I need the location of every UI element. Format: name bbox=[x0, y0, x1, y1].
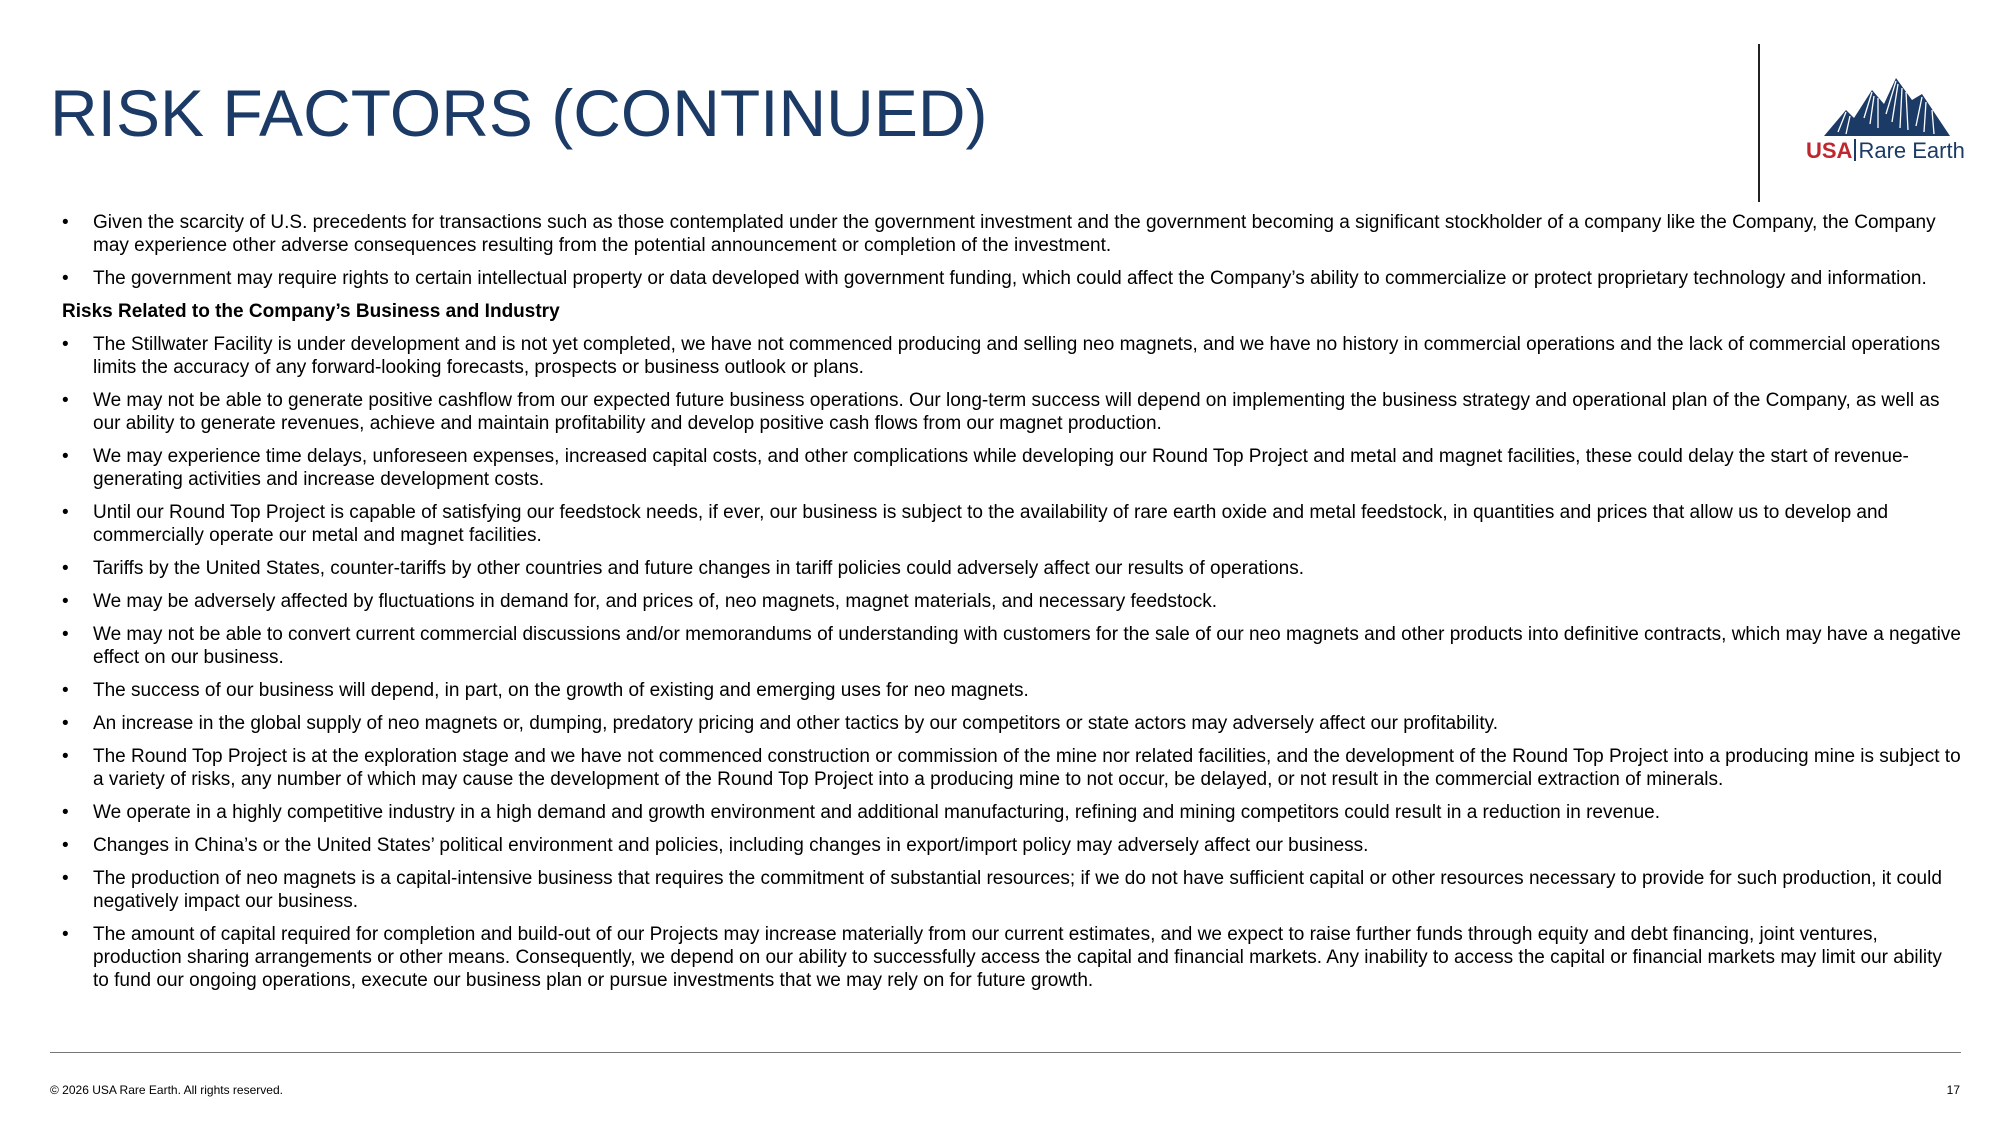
risk-item-text: The amount of capital required for completion and build-out of our Projects may increase materially from our current estimates, and we expect to raise further funds through equity and debt financing, joint ventures, production sharing arrangements or other means. Consequently, we depend on our ability to successfully access the capital and financial markets. Any inability to access the capital or financial markets may limit our ability to fund our ongoing operations, execute our business plan or pursue investments that we may rely on for future growth. bbox=[93, 924, 1942, 991]
bullet: • bbox=[62, 746, 69, 767]
page-number: 17 bbox=[1946, 1083, 1960, 1097]
bullet: • bbox=[62, 268, 69, 289]
logo-usa-text: USA bbox=[1806, 138, 1853, 163]
risk-item bbox=[62, 923, 1962, 992]
risk-item bbox=[62, 267, 1962, 290]
logo-rare-earth-text: Rare Earth bbox=[1858, 138, 1965, 163]
risk-item bbox=[62, 834, 1962, 857]
mountain-logo-icon bbox=[1824, 78, 1950, 136]
risk-item-text: Until our Round Top Project is capable of satisfying our feedstock needs, if ever, our business is subject to the availability of rare earth oxide and metal feedstock, in quantities and prices that allow us to develop and commercially operate our metal and magnet facilities. bbox=[93, 502, 1889, 546]
bullet: • bbox=[62, 446, 69, 467]
risk-item bbox=[62, 389, 1962, 435]
bullet: • bbox=[62, 390, 69, 411]
risk-item-text: The government may require rights to certain intellectual property or data developed with government funding, which could affect the Company’s ability to commercialize or protect proprietary technology and information. bbox=[93, 268, 1927, 289]
risk-item-text: We may not be able to generate positive cashflow from our expected future business operations. Our long-term success will depend on implementing the business strategy and operational plan of the Company, as well as our ability to generate revenues, achieve and maintain profitability and develop positive cash flows from our magnet production. bbox=[93, 390, 1940, 434]
risk-item bbox=[62, 590, 1962, 613]
bullet: • bbox=[62, 868, 69, 889]
bullet: • bbox=[62, 835, 69, 856]
risk-item bbox=[62, 745, 1962, 791]
risk-item-text: We may be adversely affected by fluctuations in demand for, and prices of, neo magnets, magnet materials, and necessary feedstock. bbox=[93, 591, 1218, 612]
bullet: • bbox=[62, 802, 69, 823]
bullet: • bbox=[62, 924, 69, 945]
risk-item-text: The success of our business will depend, in part, on the growth of existing and emerging uses for neo magnets. bbox=[93, 680, 1029, 701]
copyright-notice: © 2026 USA Rare Earth. All rights reserved. bbox=[50, 1083, 283, 1097]
bullet: • bbox=[62, 624, 69, 645]
risk-item bbox=[62, 557, 1962, 580]
risk-item bbox=[62, 211, 1962, 257]
bullet: • bbox=[62, 212, 69, 233]
company-logo bbox=[1806, 78, 1968, 168]
risk-item bbox=[62, 679, 1962, 702]
bullet: • bbox=[62, 334, 69, 355]
risk-item-text: We may not be able to convert current commercial discussions and/or memorandums of understanding with customers for the sale of our neo magnets and other products into definitive contracts, which may have a negative effect on our business. bbox=[93, 624, 1961, 668]
risk-item-text: The production of neo magnets is a capital-intensive business that requires the commitment of substantial resources; if we do not have sufficient capital or other resources necessary to provide for such production, it could negatively impact our business. bbox=[93, 868, 1942, 912]
risk-item-text: Given the scarcity of U.S. precedents for transactions such as those contemplated under the government investment and the government becoming a significant stockholder of a company like the Company, the Company may experience other adverse consequences resulting from the potential announcement or completion of the investment. bbox=[93, 212, 1936, 256]
bullet: • bbox=[62, 558, 69, 579]
risk-item bbox=[62, 712, 1962, 735]
bullet: • bbox=[62, 591, 69, 612]
risk-item-text: The Round Top Project is at the exploration stage and we have not commenced construction or commission of the mine nor related facilities, and the development of the Round Top Project into a producing mine is subject to a variety of risks, any number of which may cause the development of the Round Top Project into a producing mine to not occur, be delayed, or not result in the commercial extraction of minerals. bbox=[93, 746, 1961, 790]
risk-item-text: We may experience time delays, unforeseen expenses, increased capital costs, and other complications while developing our Round Top Project and metal and magnet facilities, these could delay the start of revenue-generating activities and increase development costs. bbox=[93, 446, 1909, 490]
risk-item bbox=[62, 501, 1962, 547]
risk-item bbox=[62, 445, 1962, 491]
section-heading: Risks Related to the Company’s Business and Industry bbox=[62, 301, 560, 322]
risk-item bbox=[62, 867, 1962, 913]
risk-item-text: We operate in a highly competitive industry in a high demand and growth environment and additional manufacturing, refining and mining competitors could result in a reduction in revenue. bbox=[93, 802, 1661, 823]
logo-wordmark bbox=[1806, 138, 1968, 164]
header-divider bbox=[1758, 44, 1760, 202]
logo-separator bbox=[1854, 139, 1856, 161]
risk-factors-content bbox=[62, 211, 1962, 1002]
risk-item bbox=[62, 333, 1962, 379]
risk-item-text: Changes in China’s or the United States’ political environment and policies, including changes in export/import policy may adversely affect our business. bbox=[93, 835, 1369, 856]
risk-item-text: Tariffs by the United States, counter-tariffs by other countries and future changes in tariff policies could adversely affect our results of operations. bbox=[93, 558, 1305, 579]
bullet: • bbox=[62, 502, 69, 523]
risk-item bbox=[62, 623, 1962, 669]
risk-item-text: The Stillwater Facility is under development and is not yet completed, we have not commenced producing and selling neo magnets, and we have no history in commercial operations and the lack of commercial operations limits the accuracy of any forward-looking forecasts, prospects or business outlook or plans. bbox=[93, 334, 1941, 378]
footer-divider bbox=[50, 1052, 1961, 1053]
page-title: RISK FACTORS (CONTINUED) bbox=[50, 76, 988, 150]
bullet: • bbox=[62, 680, 69, 701]
risk-item bbox=[62, 801, 1962, 824]
bullet: • bbox=[62, 713, 69, 734]
risk-item-text: An increase in the global supply of neo magnets or, dumping, predatory pricing and other tactics by our competitors or state actors may adversely affect our profitability. bbox=[93, 713, 1498, 734]
